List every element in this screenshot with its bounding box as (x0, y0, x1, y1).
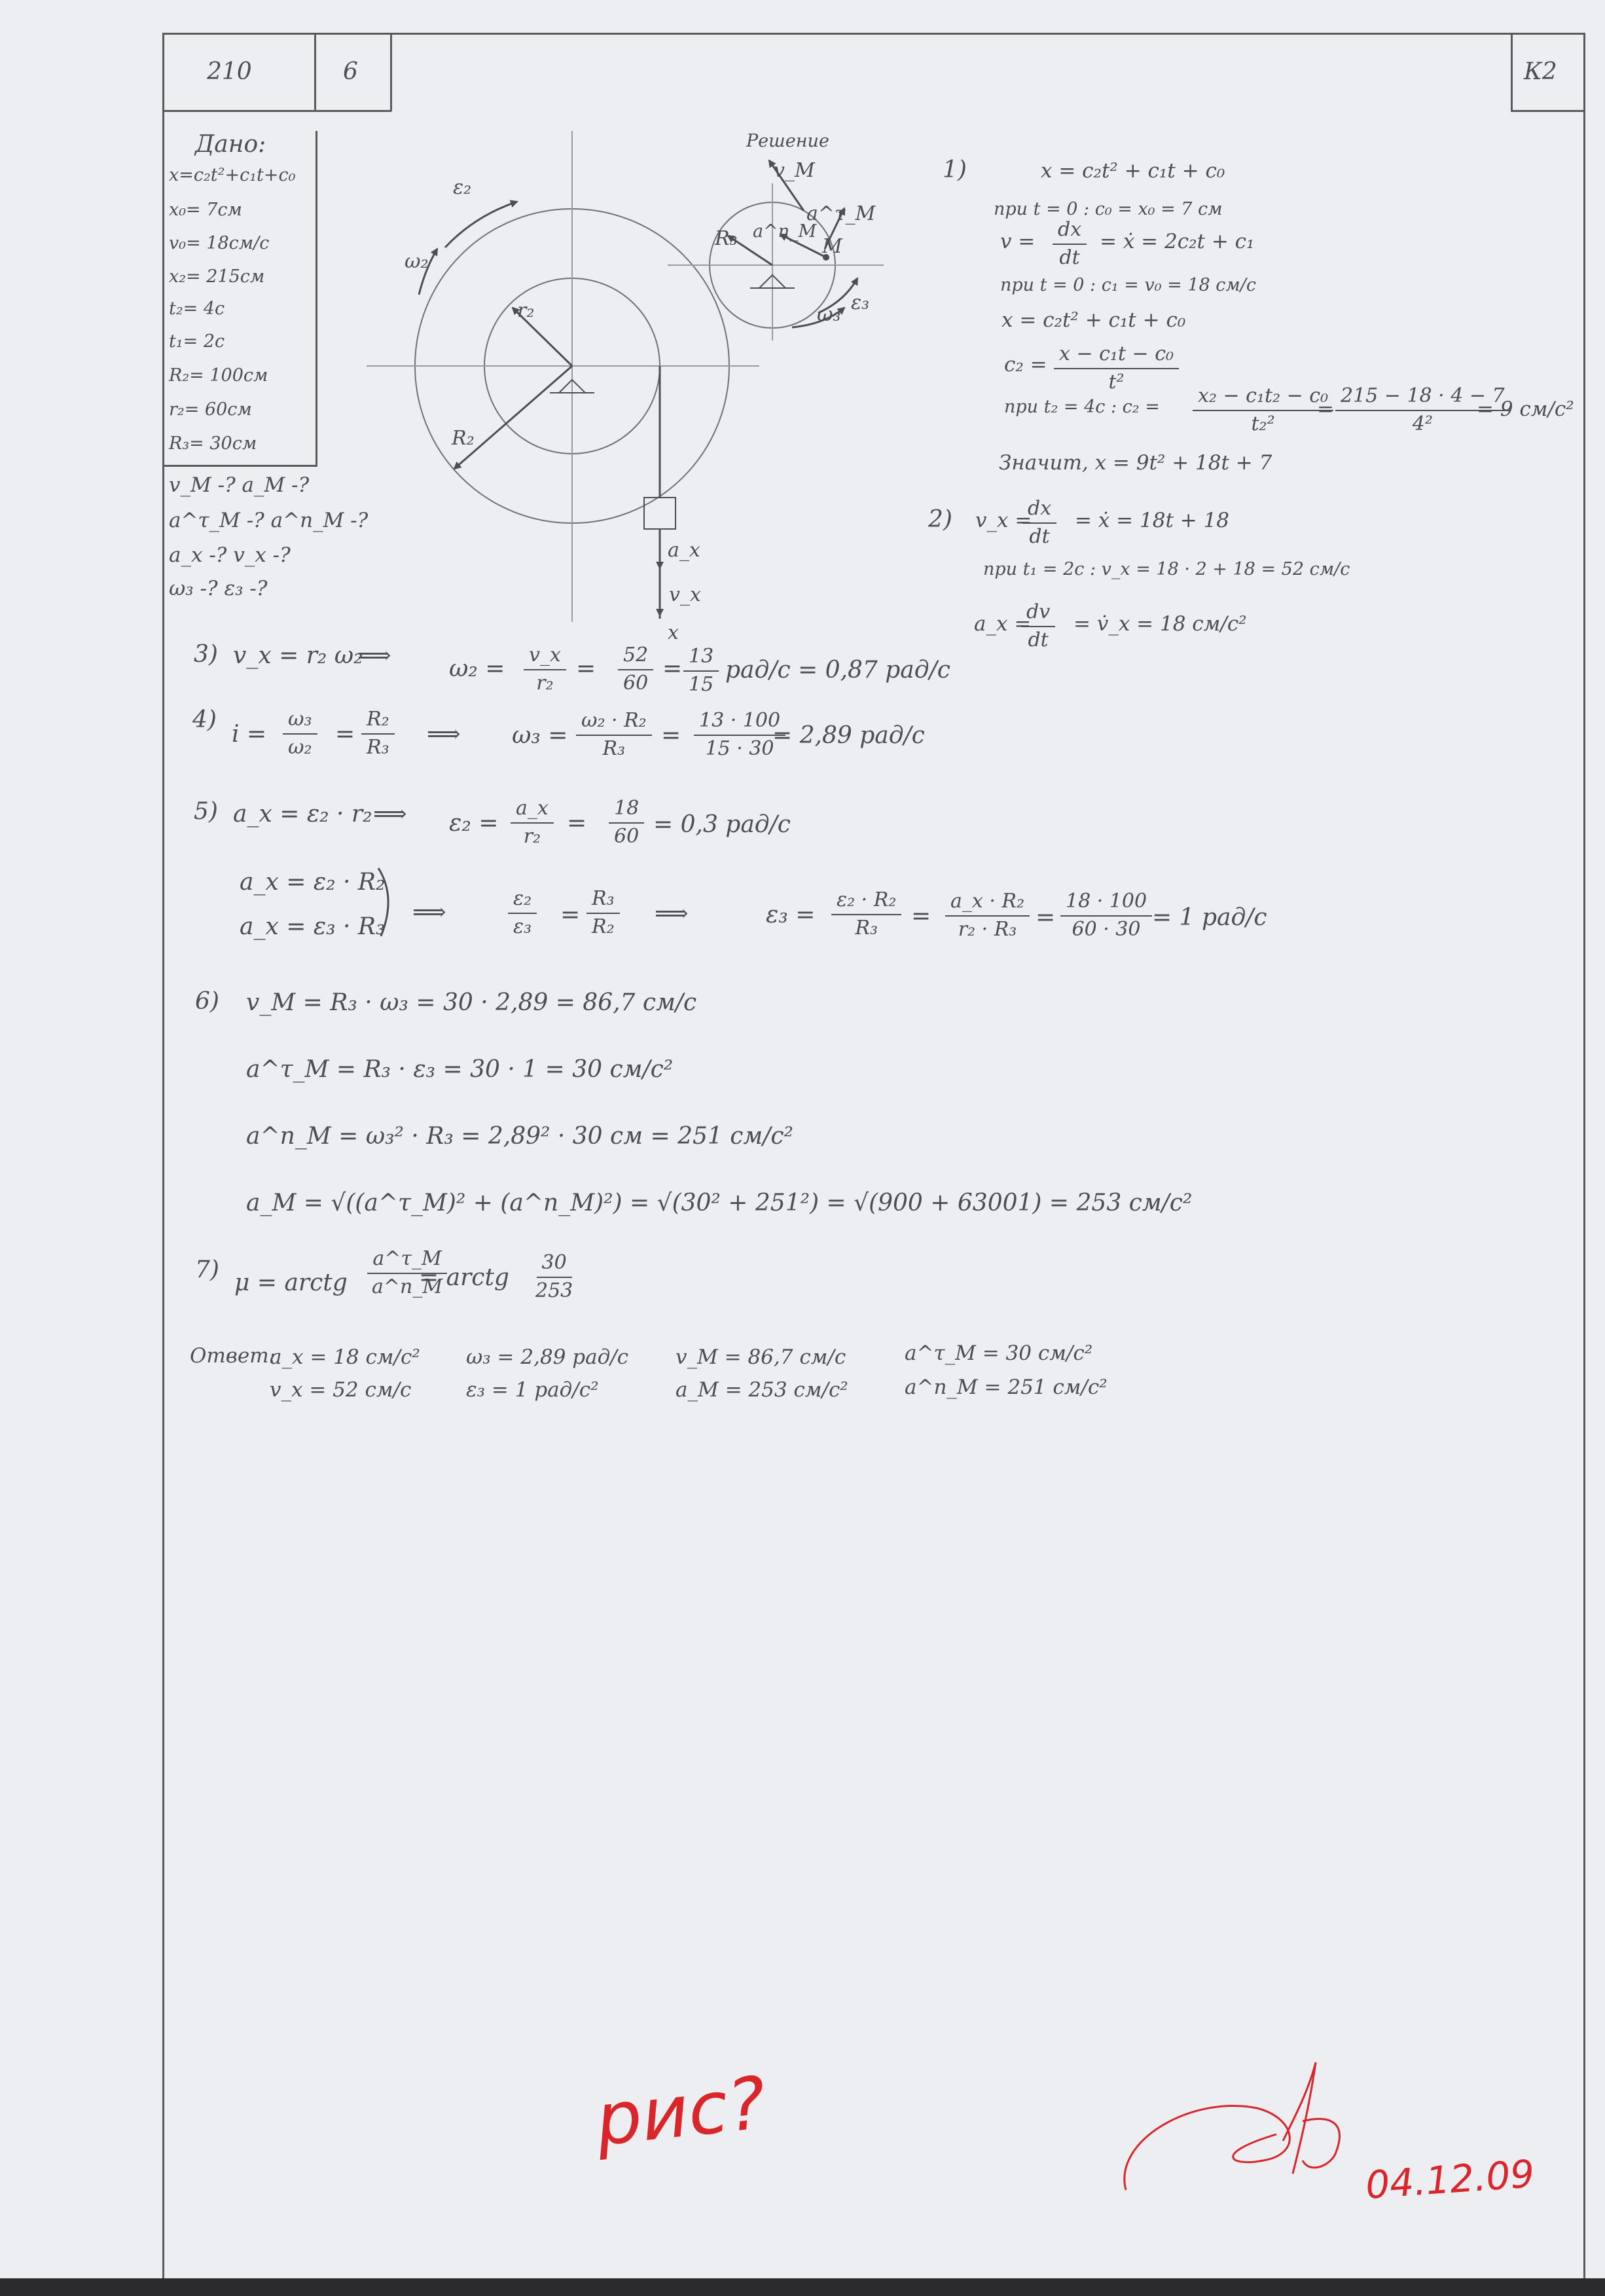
step3-fraction3-den: 15 (689, 672, 714, 696)
step4-fraction3-den: R₃ (602, 737, 626, 760)
label-r2: r₂ (517, 299, 535, 322)
step5-fraction6-num: a_x · R₂ (945, 890, 1030, 917)
step5-fraction1-den: r₂ (523, 824, 541, 848)
step4-fraction2-den: R₃ (367, 735, 389, 759)
step5-fraction4-num: R₃ (586, 888, 620, 914)
step2-fraction1-num: dx (1022, 498, 1056, 524)
step5-result2: = 1 рад/с (1152, 904, 1267, 931)
answer-omega3: ω₃ = 2,89 рад/с (466, 1345, 629, 1369)
step5-system-1: a_x = ε₂ · R₂ (240, 869, 386, 896)
step5-fraction5-den: R₃ (855, 916, 878, 939)
step2-fraction2-den: dt (1028, 628, 1049, 651)
step5-eq4: = (911, 903, 931, 930)
step6-line1: v_M = R₃ · ω₃ = 30 · 2,89 = 86,7 см/с (246, 989, 697, 1016)
step3-b: ω₂ = (449, 655, 505, 682)
step3-eq1: = (576, 655, 596, 682)
review-date: 04.12.09 (1363, 2151, 1536, 2208)
step4-fraction1-den: ω₂ (288, 735, 312, 759)
step3-fraction2-num: 52 (618, 644, 653, 670)
label-R3: R₃ (715, 227, 738, 250)
given-item: t₂= 4с (169, 299, 225, 319)
review-note: рис? (592, 2060, 770, 2162)
given-item: R₃= 30см (169, 433, 257, 454)
step1-fraction3-den: t₂² (1251, 412, 1275, 435)
step4-fraction3-num: ω₂ · R₂ (576, 710, 652, 736)
step2-fraction1-den: dt (1029, 524, 1050, 548)
answer-aMn: a^n_M = 251 см/с² (905, 1376, 1108, 1399)
given-title: Дано: (195, 131, 266, 158)
step5-fraction7-den: 60 · 30 (1072, 917, 1141, 941)
find-item: a^τ_M -? a^n_M -? (169, 509, 369, 532)
step5-eq: = (567, 810, 587, 837)
step5-fraction2-den: 60 (614, 824, 640, 848)
given-item: R₂= 100см (169, 365, 268, 386)
find-item: a_x -? v_x -? (169, 543, 291, 567)
step3-fraction3-num: 13 (683, 646, 719, 672)
step3-fraction1-den: r₂ (536, 671, 554, 695)
step3-eq2: = (662, 655, 683, 682)
step5-fraction3-den: ε₃ (513, 915, 532, 938)
step2-line3a: a_x = (974, 612, 1032, 636)
step3-arrow: ⟹ (357, 642, 391, 669)
step1-fraction1-den: dt (1059, 246, 1080, 269)
step2-line2: при t₁ = 2с : v_x = 18 · 2 + 18 = 52 см/с (983, 559, 1350, 579)
label-eps3: ε₃ (851, 291, 870, 314)
step5-eq3: = (560, 902, 581, 928)
step3-fraction1-num: v_x (524, 644, 566, 670)
step1-fraction3-num: x₂ − c₁t₂ − c₀ (1193, 385, 1333, 411)
step7-fraction1-den: a^n_M (372, 1275, 443, 1298)
step1-fraction1-num: dx (1053, 219, 1087, 245)
step6-line4: a_M = √((a^τ_M)² + (a^n_M)²) = √(30² + 251²) = √(900 + 63001) = 253 см/с² (246, 1190, 1193, 1216)
step4-eq: = (335, 721, 355, 748)
label-ax: a_x (668, 539, 700, 562)
label-solution: Решение (746, 131, 829, 151)
step4-arrow: ⟹ (427, 721, 461, 748)
step5-result: = 0,3 рад/с (653, 811, 791, 838)
step5-fraction1-num: a_x (511, 797, 554, 824)
step6-number: 6) (195, 988, 219, 1015)
step5-fraction2-num: 18 (609, 797, 644, 824)
step5-fraction5-num: ε₂ · R₂ (831, 889, 901, 915)
step3-fraction2-den: 60 (623, 671, 649, 695)
step1-line5: x = c₂t² + c₁t + c₀ (1001, 308, 1186, 332)
step1-line1: x = c₂t² + c₁t + c₀ (1041, 159, 1225, 183)
step1-line7eq: = (1317, 397, 1334, 421)
step1-line2: при t = 0 : c₀ = x₀ = 7 см (994, 199, 1223, 219)
find-item: ω₃ -? ε₃ -? (169, 577, 268, 600)
answer-label: Ответ: (190, 1344, 276, 1368)
given-item: x₀= 7см (169, 200, 242, 220)
step1-line6a: c₂ = (1004, 353, 1047, 376)
step5-c: ε₃ = (766, 902, 816, 928)
label-eps2: ε₂ (453, 176, 472, 199)
step5-fraction3-num: ε₂ (508, 888, 537, 914)
label-x: x (668, 621, 679, 644)
label-R2: R₂ (452, 427, 475, 450)
step1-line4: при t = 0 : c₁ = v₀ = 18 см/с (1000, 275, 1256, 295)
label-omega3: ω₃ (817, 303, 841, 326)
step4-fraction4-num: 13 · 100 (694, 710, 785, 736)
step4-eq2: = (661, 722, 681, 749)
step1-number: 1) (943, 156, 967, 183)
step1-fraction2-den: t² (1108, 370, 1125, 393)
step4-fraction1-num: ω₃ (283, 708, 317, 735)
step2-number: 2) (928, 506, 952, 533)
step3-number: 3) (194, 641, 218, 668)
answer-vM: v_M = 86,7 см/с (676, 1345, 846, 1369)
step5-b: ε₂ = (449, 810, 499, 837)
step3-result: рад/с = 0,87 рад/с (725, 657, 950, 683)
step5-arrow3: ⟹ (655, 900, 689, 927)
answer-eps3: ε₃ = 1 рад/с² (466, 1378, 599, 1402)
step4-fraction2-num: R₂ (361, 708, 395, 735)
step4-b: ω₃ = (512, 722, 568, 749)
step2-line1a: v_x = (975, 509, 1032, 532)
step5-number: 5) (194, 798, 218, 825)
step7-fraction2-num: 30 (537, 1252, 572, 1278)
given-item: x=c₂t²+c₁t+c₀ (169, 165, 296, 185)
step6-line3: a^n_M = ω₃² · R₃ = 2,89² · 30 см = 251 см/с² (246, 1123, 793, 1150)
step1-line3b: = ẋ = 2c₂t + c₁ (1100, 230, 1255, 253)
step6-line2: a^τ_M = R₃ · ε₃ = 30 · 1 = 30 см/с² (246, 1056, 674, 1083)
step2-line3b: = v̇_x = 18 см/с² (1073, 612, 1247, 636)
step1-fraction4-den: 4² (1412, 412, 1433, 435)
given-item: v₀= 18см/с (169, 233, 270, 253)
step1-line3a: v = (1000, 230, 1036, 253)
step4-fraction4-den: 15 · 30 (705, 737, 774, 760)
given-item: x₂= 215см (169, 266, 265, 287)
step2-fraction2-num: dv (1021, 601, 1055, 627)
find-item: v_M -? a_M -? (169, 473, 310, 497)
answer-aM: a_M = 253 см/с² (676, 1378, 848, 1402)
step5-a: a_x = ε₂ · r₂ (233, 801, 372, 828)
label-omega2: ω₂ (405, 250, 429, 273)
header-code: К2 (1524, 58, 1557, 85)
step5-arrow: ⟹ (373, 801, 407, 828)
label-M: M (822, 235, 842, 258)
step5-arrow2: ⟹ (412, 899, 446, 926)
step5-fraction7-num: 18 · 100 (1060, 890, 1152, 917)
step5-eq5: = (1036, 904, 1056, 931)
step1-fraction4-num: 215 − 18 · 4 − 7 (1335, 385, 1510, 411)
answer-ax: a_x = 18 см/с² (270, 1345, 420, 1369)
step4-number: 4) (192, 706, 217, 733)
header-cell-2: 6 (343, 58, 358, 85)
step3-a: v_x = r₂ ω₂ (233, 642, 363, 669)
scan-edge (0, 2278, 1605, 2296)
label-vM: v_M (774, 159, 815, 182)
step7-a: μ = arctg (234, 1269, 348, 1296)
header-cell-1: 210 (207, 58, 252, 85)
answer-vx: v_x = 52 см/с (270, 1378, 412, 1402)
answer-aMt: a^τ_M = 30 см/с² (905, 1341, 1093, 1365)
step7-fraction1-num: a^τ_M (367, 1248, 446, 1274)
step1-line8: Значит, x = 9t² + 18t + 7 (999, 451, 1272, 475)
step5-fraction4-den: R₂ (592, 915, 615, 938)
given-item: r₂= 60см (169, 399, 252, 420)
step7-fraction2-den: 253 (535, 1279, 573, 1302)
step5-system-2: a_x = ε₃ · R₃ (240, 913, 386, 940)
label-aMt: a^τ_M (806, 202, 876, 225)
step7-number: 7) (195, 1256, 219, 1283)
step7-eq: = arctg (419, 1264, 509, 1291)
step1-fraction2-num: x − c₁t − c₀ (1054, 343, 1179, 369)
step4-result: = 2,89 рад/с (772, 722, 925, 749)
step4-a: i = (232, 721, 267, 748)
step1-line7r: = 9 см/с² (1477, 397, 1574, 421)
step1-line7a: при t₂ = 4с : c₂ = (1004, 397, 1160, 417)
label-aMn: a^n_M (753, 221, 817, 242)
step5-fraction6-den: r₂ · R₃ (958, 917, 1017, 941)
label-vx: v_x (669, 583, 701, 606)
given-item: t₁= 2с (169, 331, 225, 352)
step2-line1b: = ẋ = 18t + 18 (1075, 509, 1230, 532)
